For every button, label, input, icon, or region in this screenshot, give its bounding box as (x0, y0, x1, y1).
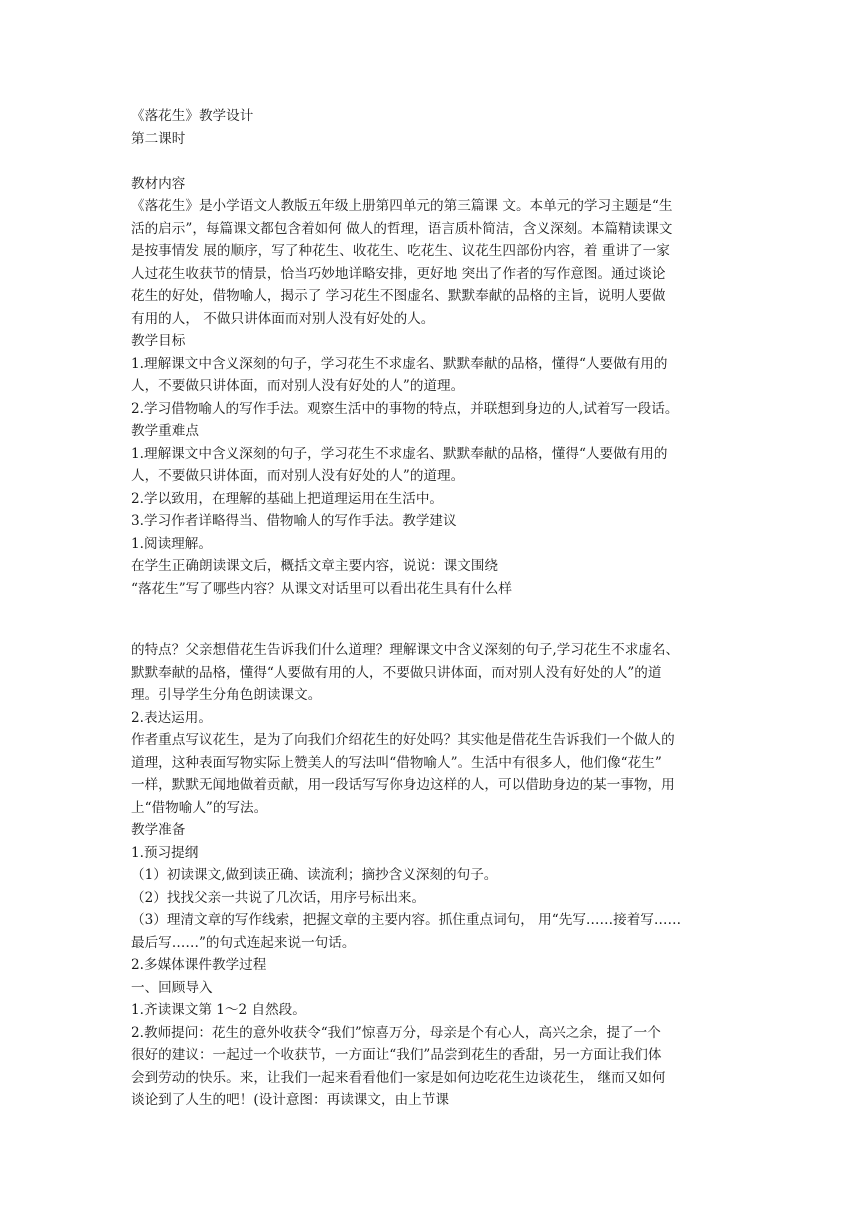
text-line: 的特点？父亲想借花生告诉我们什么道理？理解课文中含义深刻的句子,学习花生不求虚名、 (131, 642, 680, 658)
text-line: 人，不要做只讲体面，而对别人没有好处的人”的道理。 (131, 378, 465, 394)
text-line: 2.学习借物喻人的写作手法。观察生活中的事物的特点，并联想到身边的人,试着写一段话。 (131, 400, 679, 417)
section-heading: 教学重难点 (131, 423, 199, 439)
section-heading: 教学目标 (131, 333, 186, 349)
text-line: 人，不要做只讲体面，而对别人没有好处的人”的道理。 (131, 468, 465, 484)
text-line: 作者重点写议花生，是为了向我们介绍花生的好处吗？其实他是借花生告诉我们一个做人的 (131, 732, 675, 748)
text-line: 一样，默默无闻地做着贡献，用一段话写写你身边这样的人，可以借助身边的某一事物，用 (131, 777, 675, 793)
text-line: 会到劳动的快乐。来，让我们一起来看看他们一家是如何边吃花生边谈花生， 继而又如何 (131, 1069, 666, 1086)
blank-line (131, 150, 731, 173)
text-line: 2.表达运用。 (131, 709, 212, 726)
text-line: 在学生正确朗读课文后，概括文章主要内容，说说：课文围绕 (131, 558, 499, 574)
text-line: 上“借物喻人”的写法。 (131, 799, 268, 816)
text-line: 谈论到了人生的吧！(设计意图：再读课文，由上节课 (131, 1092, 449, 1108)
text-line: （2）找找父亲一共说了几次话，用序号标出来。 (131, 889, 426, 906)
text-line: 《落花生》是小学语文人教版五年级上册第四单元的第三篇课 文。本单元的学习主题是“生 (131, 198, 673, 214)
text-line: 2.教师提问：花生的意外收获令“我们”惊喜万分，母亲是个有心人，高兴之余，提了一个 (131, 1024, 661, 1041)
blank-line (131, 600, 731, 639)
text-line: （1）初读课文,做到读正确、读流利；摘抄含义深刻的句子。 (131, 867, 498, 883)
text-line: 1.齐读课文第 1～2 自然段。 (131, 1002, 306, 1018)
text-line: 2.学以致用，在理解的基础上把道理运用在生活中。 (131, 490, 444, 507)
text-line: 1.阅读理解。 (131, 535, 212, 552)
text-line: 1.预习提纲 (131, 844, 199, 861)
text-line: 默默奉献的品格，懂得“人要做有用的人，不要做只讲体面，而对别人没有好处的人”的道 (131, 664, 662, 681)
text-line: 活的启示”，每篇课文都包含着如何 做人的哲理，语言质朴简洁，含义深刻。本篇精读课文 (131, 220, 673, 237)
doc-subtitle: 第二课时 (131, 130, 186, 147)
text-line: （3）理清文章的写作线索，把握文章的主要内容。抓住重点词句， 用“先写……接着写…… (131, 912, 682, 928)
text-line: 3.学习作者详略得当、借物喻人的写作手法。教学建议 (131, 513, 457, 529)
text-line: 有用的人， 不做只讲体面而对别人没有好处的人。 (131, 310, 435, 327)
document-page (131, 105, 731, 1112)
text-line: 很好的建议：一起过一个收获节，一方面让“我们”品尝到花生的香甜，另一方面让我们体 (131, 1047, 662, 1063)
text-line: 1.理解课文中含义深刻的句子，学习花生不求虚名、默默奉献的品格，懂得“人要做有用的 (131, 445, 668, 462)
text-line: 最后写……”的句式连起来说一句话。 (131, 934, 356, 951)
text-line: 道理，这种表面写物实际上赞美人的写法叫“借物喻人”。生活中有很多人，他们像“花生” (131, 754, 662, 771)
text-line: 2.多媒体课件教学过程 (131, 957, 267, 973)
text-line: 1.理解课文中含义深刻的句子，学习花生不求虚名、默默奉献的品格，懂得“人要做有用的 (131, 355, 668, 372)
section-heading: 一、回顾导入 (131, 979, 213, 996)
doc-title: 《落花生》教学设计 (131, 108, 254, 124)
text-line: 人过花生收获节的情景，恰当巧妙地详略安排，更好地 突出了作者的写作意图。通过谈论 (131, 265, 666, 282)
section-heading: 教学准备 (131, 822, 186, 838)
text-line: 花生的好处，借物喻人，揭示了 学习花生不图虚名、默默奉献的品格的主旨，说明人要做 (131, 288, 666, 304)
text-line: 理。引导学生分角色朗读课文。 (131, 687, 322, 703)
text-line: “落花生”写了哪些内容？从课文对话里可以看出花生具有什么样 (131, 580, 512, 597)
text-line: 是按事情发 展的顺序，写了种花生、收花生、吃花生、议花生四部份内容，着 重讲了一家 (131, 243, 670, 259)
section-heading: 教材内容 (131, 175, 186, 192)
